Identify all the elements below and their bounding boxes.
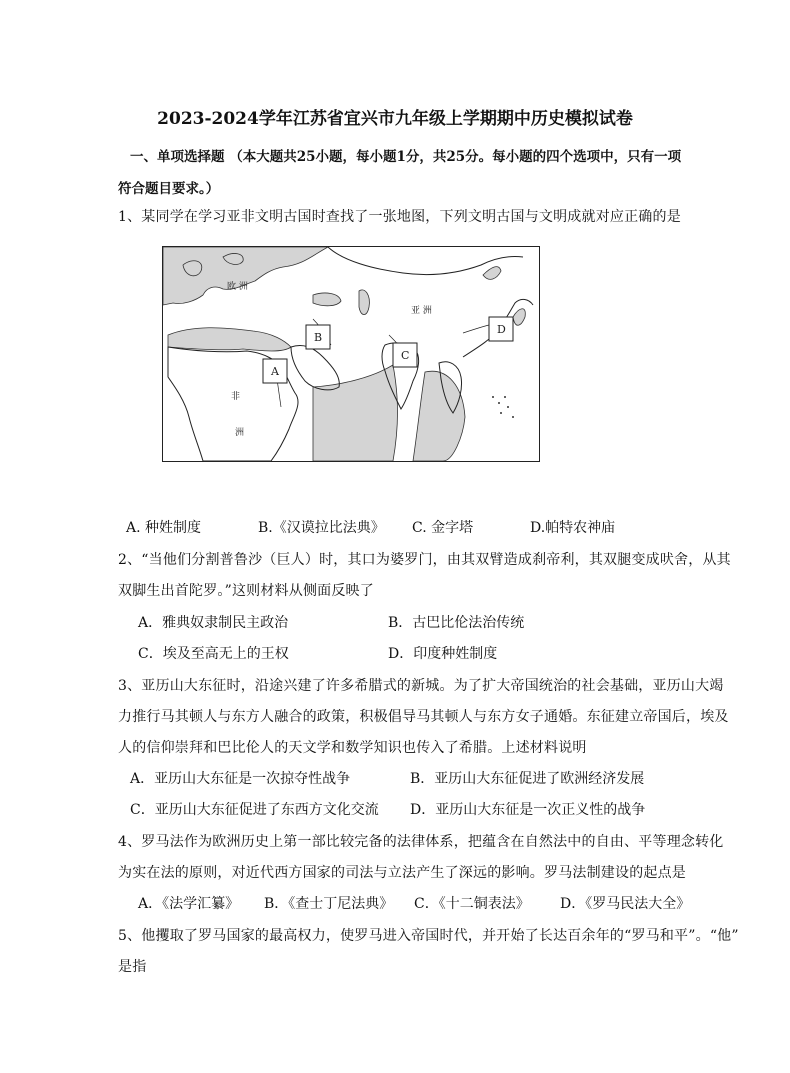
question-5-line2: 是指 (118, 959, 147, 975)
q3-option-a[interactable]: A．亚历山大东征是一次掠夺性战争 (130, 771, 351, 787)
island-dot (504, 396, 506, 398)
q4-option-b[interactable]: B．《查士丁尼法典》 (264, 896, 394, 912)
q2-option-b[interactable]: B．古巴比伦法治传统 (388, 615, 525, 631)
question-4-line2: 为实在法的原则，对近代西方国家的司法与立法产生了深远的影响。罗马法制建设的起点是 (118, 865, 686, 881)
page-title: 2023-2024学年江苏省宜兴市九年级上学期期中历史模拟试卷 (157, 109, 633, 129)
map-box-b (306, 325, 330, 349)
q2-option-d[interactable]: D．印度种姓制度 (388, 646, 498, 662)
q3-option-c[interactable]: C．亚历山大东征促进了东西方文化交流 (130, 802, 379, 818)
question-3-line3: 人的信仰崇拜和巴比伦人的天文学和数学知识也传入了希腊。上述材料说明 (118, 740, 587, 756)
question-3-line1: 3、亚历山大东征时，沿途兴建了许多希腊式的新城。为了扩大帝国统治的社会基础，亚历山大竭 (118, 678, 724, 694)
q3-option-b[interactable]: B．亚历山大东征促进了欧洲经济发展 (410, 771, 645, 787)
map-box-a (263, 359, 287, 383)
question-3-line2: 力推行马其顿人与东方人融合的政策，积极倡导马其顿人与东方女子通婚。东征建立帝国后，埃及 (118, 709, 729, 725)
section-instructions-line1: 一、单项选择题 （本大题共25小题，每小题1分，共25分。每小题的四个选项中，只有一项 (130, 149, 682, 165)
indian-ocean-west (313, 365, 398, 461)
q4-option-c[interactable]: C．《十二铜表法》 (414, 896, 530, 912)
q1-option-a[interactable]: A. 种姓制度 (126, 520, 202, 536)
island-dot (512, 416, 514, 418)
question-4-line1: 4、罗马法作为欧洲历史上第一部比较完备的法律体系，把蕴含在自然法中的自由、平等理念转化 (118, 834, 724, 850)
q4-option-d[interactable]: D．《罗马民法大全》 (560, 896, 691, 912)
map-box-d-label: D (497, 323, 506, 336)
island-japan (513, 309, 525, 326)
island-dot (500, 412, 502, 414)
label-europe: 欧 洲 (227, 282, 248, 292)
bay-of-bengal (413, 371, 465, 461)
label-asia: 亚 洲 (411, 306, 432, 316)
mediterranean-sea (168, 328, 291, 351)
map-drawing (163, 247, 539, 461)
map-box-b-label: B (314, 331, 323, 344)
q1-option-c[interactable]: C. 金字塔 (412, 520, 474, 536)
question-2-line2: 双脚生出首陀罗。”这则材料从侧面反映了 (118, 583, 374, 599)
q1-option-b[interactable]: B.《汉谟拉比法典》 (258, 520, 385, 536)
label-africa-2: 洲 (235, 428, 245, 438)
map-box-c (393, 343, 417, 367)
island-dot (498, 402, 500, 404)
question-1-text: 1、某同学在学习亚非文明古国时查找了一张地图，下列文明古国与文明成就对应正确的是 (118, 209, 681, 225)
land-europe-north (163, 247, 328, 305)
section-instructions-line2: 符合题目要求。） (118, 181, 220, 197)
map-box-c-label: C (401, 349, 410, 362)
q4-option-a[interactable]: A．《法学汇纂》 (138, 896, 240, 912)
island-dot (507, 406, 509, 408)
map-box-a-label: A (271, 365, 279, 378)
q1-option-d[interactable]: D.帕特农神庙 (530, 520, 616, 536)
island-dot (492, 396, 494, 398)
q2-option-a[interactable]: A．雅典奴隶制民主政治 (138, 615, 289, 631)
black-sea (313, 293, 341, 306)
caspian-sea (359, 290, 369, 315)
question-2-line1: 2、“当他们分割普鲁沙（巨人）时，其口为婆罗门，由其双臂造成刹帝利，其双腿变成吠舍，从其 (118, 552, 731, 568)
island-north (483, 267, 501, 280)
arabia-outline (291, 345, 339, 389)
question-5-line1: 5、他攫取了罗马国家的最高权力，使罗马进入帝国时代，并开始了长达百余年的“罗马和平”。“他” (118, 928, 739, 944)
label-africa-1: 非 (231, 392, 241, 402)
q2-option-c[interactable]: C．埃及至高无上的王权 (138, 646, 289, 662)
map-figure (162, 246, 540, 462)
map-box-d (489, 317, 513, 341)
q3-option-d[interactable]: D．亚历山大东征是一次正义性的战争 (410, 802, 646, 818)
